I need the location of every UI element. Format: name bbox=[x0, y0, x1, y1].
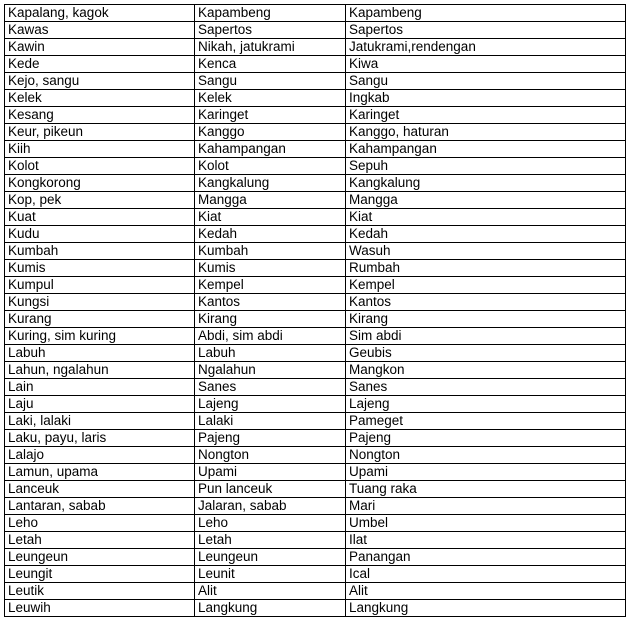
table-cell: Kiih bbox=[5, 141, 195, 158]
table-cell: Kawas bbox=[5, 22, 195, 39]
table-row bbox=[5, 464, 626, 481]
table-cell: Langkung bbox=[346, 600, 626, 617]
table-cell: Mangga bbox=[346, 192, 626, 209]
table-cell: Sangu bbox=[195, 73, 346, 90]
table-cell: Sapertos bbox=[346, 22, 626, 39]
table-cell: Kenca bbox=[195, 56, 346, 73]
table-cell: Kuat bbox=[5, 209, 195, 226]
table-cell: Kedah bbox=[346, 226, 626, 243]
table-cell: Kumbah bbox=[195, 243, 346, 260]
table-cell: Lanceuk bbox=[5, 481, 195, 498]
table-cell: Labuh bbox=[5, 345, 195, 362]
table-cell: Kapalang, kagok bbox=[5, 5, 195, 22]
table-row bbox=[5, 260, 626, 277]
table-cell: Kantos bbox=[346, 294, 626, 311]
table-cell: Kapambeng bbox=[195, 5, 346, 22]
table-cell: Kolot bbox=[5, 158, 195, 175]
table-cell: Letah bbox=[5, 532, 195, 549]
table-cell: Kejo, sangu bbox=[5, 73, 195, 90]
table-cell: Nikah, jatukrami bbox=[195, 39, 346, 56]
table-body bbox=[5, 5, 626, 617]
table-cell: Kawin bbox=[5, 39, 195, 56]
table-row bbox=[5, 430, 626, 447]
table-row bbox=[5, 447, 626, 464]
table-cell: Lamun, upama bbox=[5, 464, 195, 481]
table-row bbox=[5, 209, 626, 226]
table-cell: Keur, pikeun bbox=[5, 124, 195, 141]
table-cell: Lantaran, sabab bbox=[5, 498, 195, 515]
table-cell: Kanggo bbox=[195, 124, 346, 141]
table-cell: Pajeng bbox=[195, 430, 346, 447]
table-cell: Kudu bbox=[5, 226, 195, 243]
vocabulary-table bbox=[4, 4, 626, 617]
table-cell: Upami bbox=[195, 464, 346, 481]
table-row bbox=[5, 5, 626, 22]
table-cell: Kelek bbox=[5, 90, 195, 107]
table-cell: Lalajo bbox=[5, 447, 195, 464]
table-row bbox=[5, 22, 626, 39]
table-cell: Leutik bbox=[5, 583, 195, 600]
table-cell: Mangkon bbox=[346, 362, 626, 379]
table-cell: Sanes bbox=[346, 379, 626, 396]
table-cell: Ingkab bbox=[346, 90, 626, 107]
table-cell: Sanes bbox=[195, 379, 346, 396]
table-cell: Wasuh bbox=[346, 243, 626, 260]
table-cell: Ilat bbox=[346, 532, 626, 549]
table-cell: Kahampangan bbox=[346, 141, 626, 158]
table-row bbox=[5, 311, 626, 328]
table-cell: Alit bbox=[195, 583, 346, 600]
table-cell: Upami bbox=[346, 464, 626, 481]
table-cell: Kolot bbox=[195, 158, 346, 175]
table-row bbox=[5, 277, 626, 294]
table-cell: Kede bbox=[5, 56, 195, 73]
table-row bbox=[5, 294, 626, 311]
table-cell: Ngalahun bbox=[195, 362, 346, 379]
table-cell: Kuring, sim kuring bbox=[5, 328, 195, 345]
table-row bbox=[5, 56, 626, 73]
table-row bbox=[5, 39, 626, 56]
table-row bbox=[5, 107, 626, 124]
table-row bbox=[5, 73, 626, 90]
table-cell: Tuang raka bbox=[346, 481, 626, 498]
table-cell: Ical bbox=[346, 566, 626, 583]
table-cell: Laku, payu, laris bbox=[5, 430, 195, 447]
table-cell: Panangan bbox=[346, 549, 626, 566]
table-cell: Nongton bbox=[195, 447, 346, 464]
table-cell: Karinget bbox=[195, 107, 346, 124]
table-cell: Laki, lalaki bbox=[5, 413, 195, 430]
table-cell: Kiwa bbox=[346, 56, 626, 73]
table-cell: Kumbah bbox=[5, 243, 195, 260]
table-cell: Kungsi bbox=[5, 294, 195, 311]
table-cell: Sepuh bbox=[346, 158, 626, 175]
table-cell: Leho bbox=[5, 515, 195, 532]
table-cell: Lalaki bbox=[195, 413, 346, 430]
table-cell: Sim abdi bbox=[346, 328, 626, 345]
table-cell: Kelek bbox=[195, 90, 346, 107]
table-cell: Kongkorong bbox=[5, 175, 195, 192]
table-cell: Kantos bbox=[195, 294, 346, 311]
table-cell: Kedah bbox=[195, 226, 346, 243]
table-cell: Lain bbox=[5, 379, 195, 396]
table-row bbox=[5, 549, 626, 566]
table-cell: Kesang bbox=[5, 107, 195, 124]
table-cell: Leunit bbox=[195, 566, 346, 583]
table-row bbox=[5, 515, 626, 532]
table-cell: Kapambeng bbox=[346, 5, 626, 22]
table-row bbox=[5, 226, 626, 243]
table-row bbox=[5, 175, 626, 192]
table-cell: Laju bbox=[5, 396, 195, 413]
table-cell: Lahun, ngalahun bbox=[5, 362, 195, 379]
table-row bbox=[5, 413, 626, 430]
table-cell: Leungit bbox=[5, 566, 195, 583]
table-cell: Abdi, sim abdi bbox=[195, 328, 346, 345]
table-cell: Jatukrami,rendengan bbox=[346, 39, 626, 56]
table-row bbox=[5, 124, 626, 141]
table-cell: Pun lanceuk bbox=[195, 481, 346, 498]
table-cell: Jalaran, sabab bbox=[195, 498, 346, 515]
table-cell: Nongton bbox=[346, 447, 626, 464]
table-row bbox=[5, 328, 626, 345]
table-cell: Kahampangan bbox=[195, 141, 346, 158]
table-cell: Kumis bbox=[195, 260, 346, 277]
table-cell: Kangkalung bbox=[346, 175, 626, 192]
table-row bbox=[5, 192, 626, 209]
table-cell: Umbel bbox=[346, 515, 626, 532]
table-cell: Kop, pek bbox=[5, 192, 195, 209]
table-cell: Leho bbox=[195, 515, 346, 532]
table-row bbox=[5, 90, 626, 107]
table-cell: Kurang bbox=[5, 311, 195, 328]
table-cell: Mangga bbox=[195, 192, 346, 209]
table-cell: Kumpul bbox=[5, 277, 195, 294]
table-cell: Kempel bbox=[195, 277, 346, 294]
table-row bbox=[5, 158, 626, 175]
table-cell: Kempel bbox=[346, 277, 626, 294]
table-row bbox=[5, 396, 626, 413]
table-cell: Kiat bbox=[346, 209, 626, 226]
table-row bbox=[5, 379, 626, 396]
table-cell: Kiat bbox=[195, 209, 346, 226]
table-cell: Leuwih bbox=[5, 600, 195, 617]
table-cell: Kanggo, haturan bbox=[346, 124, 626, 141]
table-row bbox=[5, 600, 626, 617]
table-cell: Lajeng bbox=[346, 396, 626, 413]
table-cell: Lajeng bbox=[195, 396, 346, 413]
table-cell: Mari bbox=[346, 498, 626, 515]
table-row bbox=[5, 583, 626, 600]
table-row bbox=[5, 532, 626, 549]
table-cell: Kangkalung bbox=[195, 175, 346, 192]
table-cell: Labuh bbox=[195, 345, 346, 362]
table-row bbox=[5, 481, 626, 498]
table-cell: Langkung bbox=[195, 600, 346, 617]
table-row bbox=[5, 345, 626, 362]
table-cell: Sangu bbox=[346, 73, 626, 90]
table-row bbox=[5, 141, 626, 158]
table-cell: Kirang bbox=[195, 311, 346, 328]
table-cell: Alit bbox=[346, 583, 626, 600]
table-cell: Rumbah bbox=[346, 260, 626, 277]
table-cell: Kumis bbox=[5, 260, 195, 277]
table-cell: Letah bbox=[195, 532, 346, 549]
table-cell: Leungeun bbox=[195, 549, 346, 566]
table-cell: Kirang bbox=[346, 311, 626, 328]
table-cell: Geubis bbox=[346, 345, 626, 362]
table-row bbox=[5, 243, 626, 260]
table-row bbox=[5, 362, 626, 379]
table-cell: Pameget bbox=[346, 413, 626, 430]
table-cell: Karinget bbox=[346, 107, 626, 124]
table-cell: Pajeng bbox=[346, 430, 626, 447]
table-cell: Sapertos bbox=[195, 22, 346, 39]
table-row bbox=[5, 498, 626, 515]
table-row bbox=[5, 566, 626, 583]
table-cell: Leungeun bbox=[5, 549, 195, 566]
